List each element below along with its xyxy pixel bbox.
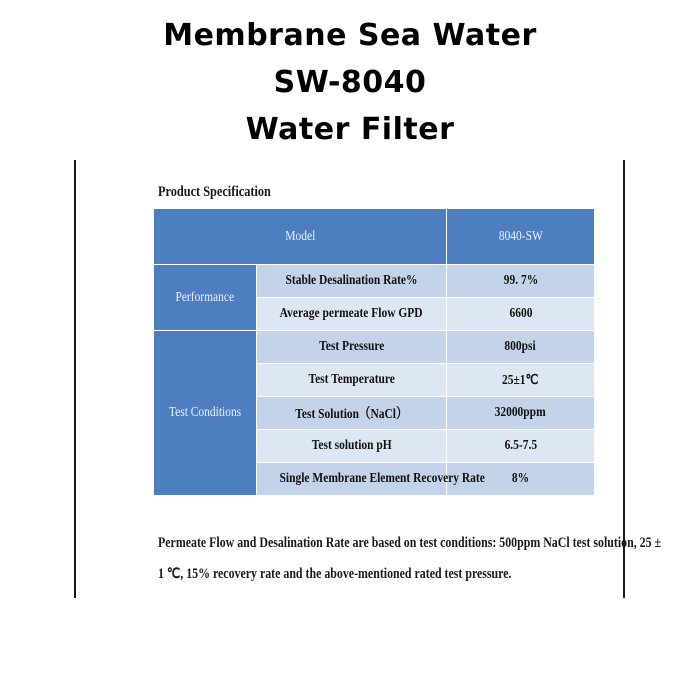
condition-cell bbox=[257, 430, 447, 463]
value-label: 6.5-7.5 bbox=[504, 438, 537, 453]
condition-label: Test solution pH bbox=[311, 438, 392, 453]
condition-label: Average permeate Flow GPD bbox=[280, 306, 423, 321]
group-performance-label: Performance bbox=[175, 289, 235, 305]
condition-label: Single Membrane Element Recovery Rate bbox=[279, 471, 485, 486]
condition-label: Test Pressure bbox=[318, 339, 385, 354]
value-cell bbox=[447, 364, 595, 397]
model-label: Model bbox=[285, 228, 315, 244]
value-label: 800psi bbox=[504, 339, 537, 354]
value-label: 25±1℃ bbox=[502, 372, 539, 388]
condition-label: Test Temperature bbox=[308, 372, 395, 387]
condition-cell bbox=[257, 265, 447, 298]
title-line-3: Water Filter bbox=[245, 112, 455, 147]
footnote bbox=[158, 528, 662, 590]
value-label: 32000ppm bbox=[494, 405, 547, 420]
title-line-2: SW-8040 bbox=[273, 65, 427, 100]
footnote-line-1: Permeate Flow and Desalination Rate are based on test conditions: 500ppm NaCl test solution, 25 ± bbox=[158, 535, 662, 551]
title-line-1: Membrane Sea Water bbox=[163, 18, 537, 53]
spec-table bbox=[153, 208, 595, 496]
value-label: 8% bbox=[511, 471, 530, 486]
value-cell bbox=[447, 265, 595, 298]
model-value-cell bbox=[447, 209, 595, 265]
group-test-conditions-label: Test Conditions bbox=[168, 405, 242, 420]
condition-cell bbox=[257, 463, 485, 496]
value-cell bbox=[447, 430, 595, 463]
group-performance bbox=[154, 265, 257, 331]
model-label-cell bbox=[154, 209, 447, 265]
condition-label: Stable Desalination Rate% bbox=[285, 273, 418, 288]
condition-label: Test Solution（NaCl） bbox=[295, 407, 408, 422]
value-cell bbox=[447, 397, 595, 430]
condition-cell bbox=[257, 331, 447, 364]
table-row bbox=[154, 265, 595, 298]
condition-cell bbox=[257, 397, 447, 430]
condition-cell bbox=[257, 298, 447, 331]
model-value: 8040-SW bbox=[498, 228, 543, 244]
table-header-row bbox=[154, 209, 595, 265]
value-cell bbox=[447, 331, 595, 364]
document-border-left bbox=[74, 160, 76, 598]
footnote-line-2: 1 ℃, 15% recovery rate and the above-mentioned rated test pressure. bbox=[158, 566, 512, 582]
condition-cell bbox=[257, 364, 447, 397]
page-title bbox=[0, 12, 700, 153]
value-label: 99. 7% bbox=[503, 273, 538, 288]
spec-heading: Product Specification bbox=[158, 184, 271, 200]
group-test-conditions bbox=[154, 331, 257, 496]
table-row bbox=[154, 331, 595, 364]
value-cell bbox=[447, 298, 595, 331]
value-label: 6600 bbox=[509, 306, 532, 321]
